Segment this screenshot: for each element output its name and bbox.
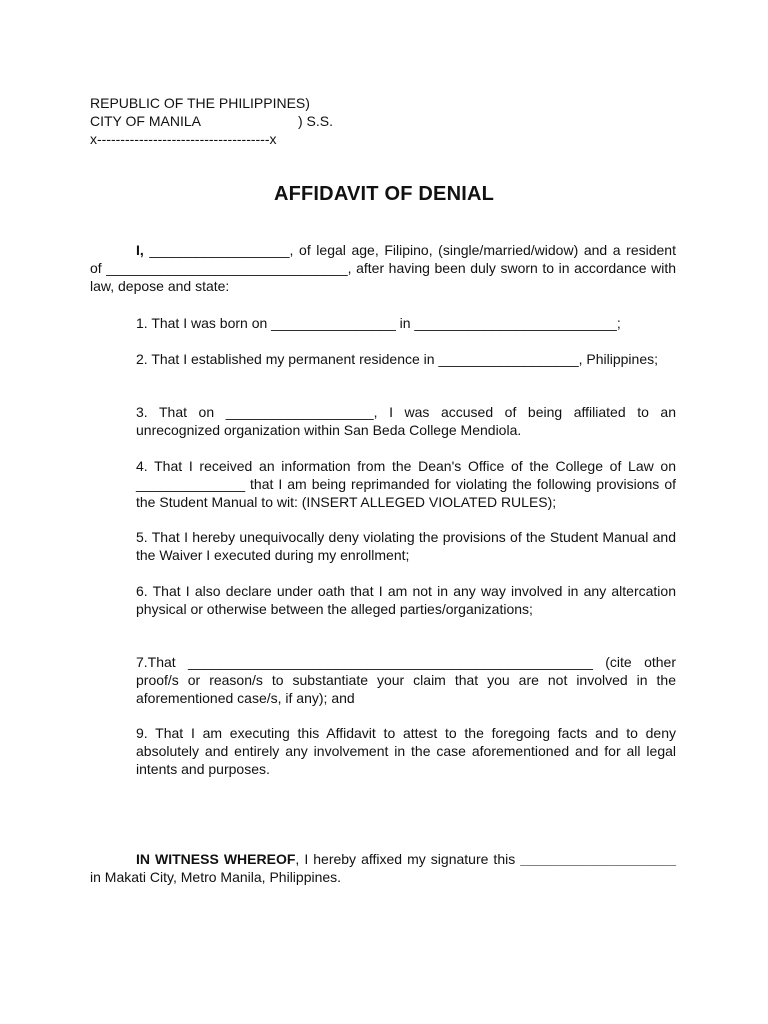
witness-text-1: , I hereby affixed my signature this — [295, 851, 521, 867]
document-header — [90, 94, 334, 148]
intro-i: I, — [136, 242, 144, 258]
item-6: 6. That I also declare under oath that I am not in any way involved in any altercation physical or otherwise between the alleged parties/organizations; — [136, 583, 676, 617]
item-2: 2. That I established my permanent residence in __________________, Philippines; — [136, 351, 658, 367]
item-5: 5. That I hereby unequivocally deny violating the provisions of the Student Manual and the Waiver I executed during my enrollment; — [136, 529, 676, 563]
witness-text-2: in Makati City, Metro Manila, Philippines. — [90, 869, 342, 885]
item-7: 7.That ____________________________________________________ (cite other proof/s or reason/s to substantiate your claim that you are not involved in the aforementioned case/s, if any); and — [136, 654, 676, 706]
intro-text: __________________, of legal age, Filipino, (single/married/widow) and a resident of _______________________________, after having been duly sworn to in accordance with law, depose and state: — [90, 242, 676, 294]
header-city: CITY OF MANILA — [90, 113, 201, 129]
witness-paragraph — [90, 850, 676, 886]
header-separator: x-------------------------------------x — [90, 131, 277, 147]
item-3: 3. That on ___________________, I was accused of being affiliated to an unrecognized organization within San Beda College Mendiola. — [136, 404, 676, 438]
header-republic: REPUBLIC OF THE PHILIPPINES) — [90, 95, 310, 111]
item-9: 9. That I am executing this Affidavit to attest to the foregoing facts and to deny absolutely and entirely any involvement in the case aforementioned and for all legal intents and purposes. — [136, 725, 676, 777]
witness-bold: IN WITNESS WHEREOF — [136, 851, 296, 867]
header-ss: ) S.S. — [298, 113, 334, 129]
document-title: AFFIDAVIT OF DENIAL — [273, 183, 495, 205]
item-4: 4. That I received an information from the Dean's Office of the College of Law on ______________ that I am being reprimanded for violating the following provisions of the Student Manual to wit: (INSERT ALLEGED VIOLATED RULES); — [136, 458, 676, 510]
intro-paragraph — [90, 241, 676, 295]
witness-date-blank: ____________________ — [520, 851, 676, 867]
item-1: 1. That I was born on ________________ in __________________________; — [136, 315, 621, 331]
